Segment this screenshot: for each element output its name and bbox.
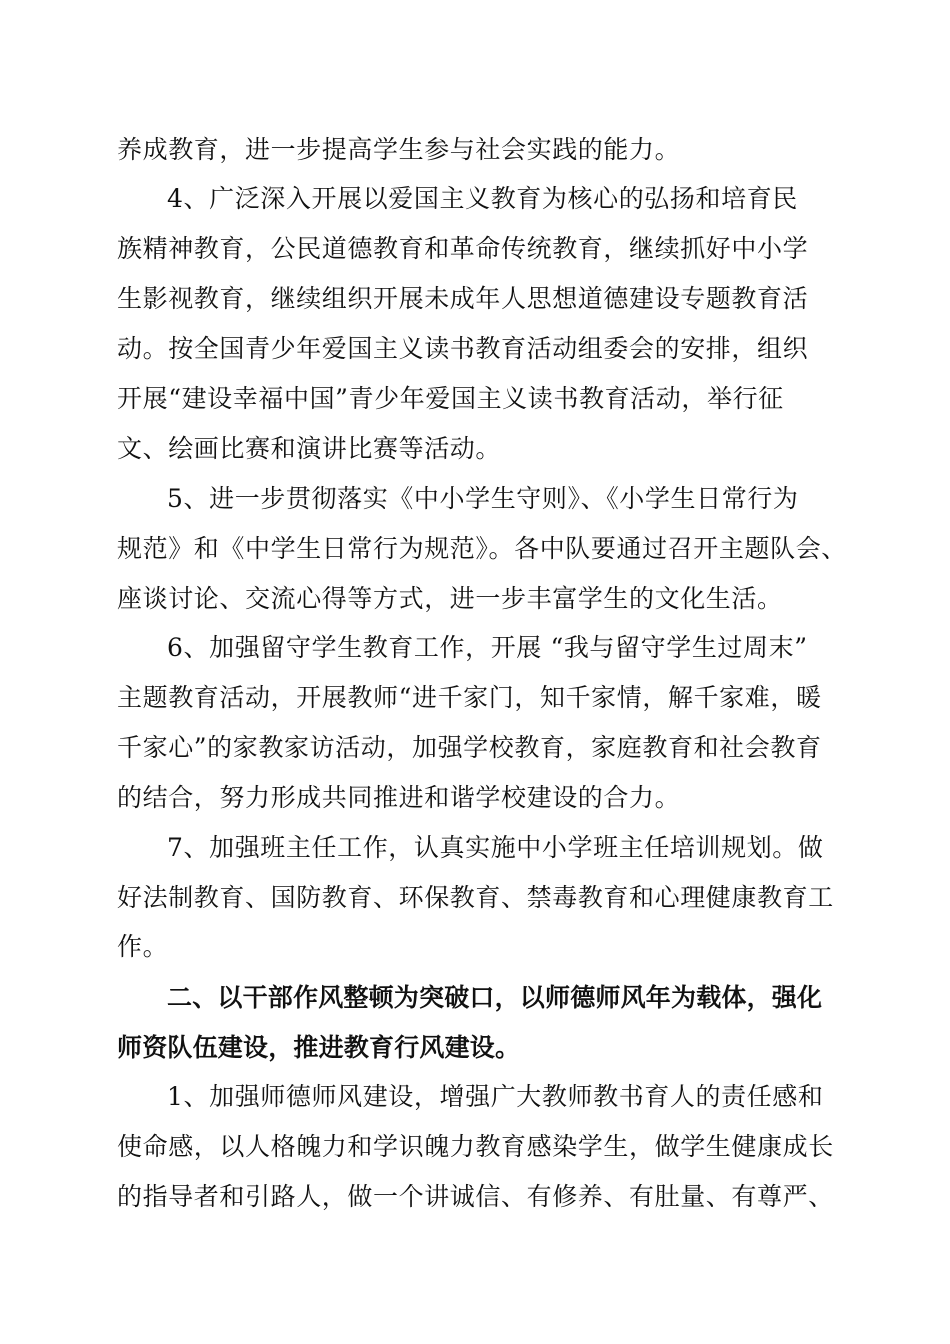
paragraph-1-heading-line: 1、加强师德师风建设，增强广大教师教书育人的责任感和 [167,1082,824,1111]
text-line: 规范》和《中学生日常行为规范》。各中队要通过召开主题队会、 [117,534,847,563]
section-heading-line: 师资队伍建设，推进教育行风建设。 [117,1033,521,1062]
text-line: 族精神教育，公民道德教育和革命传统教育，继续抓好中小学 [117,234,809,263]
text-line: 动。按全国青少年爱国主义读书教育活动组委会的安排，组织 [117,334,809,363]
text-line: 主题教育活动，开展教师“进千家门，知千家情，解千家难，暖 [117,683,822,712]
section-heading-line: 二、以干部作风整顿为突破口，以师德师风年为载体，强化 [167,983,823,1012]
text-line: 生影视教育，继续组织开展未成年人思想道德建设专题教育活 [117,284,809,313]
text-line: 养成教育，进一步提高学生参与社会实践的能力。 [117,135,681,164]
text-line: 的结合，努力形成共同推进和谐学校建设的合力。 [117,783,681,812]
paragraph-4-heading-line: 4、广泛深入开展以爱国主义教育为核心的弘扬和培育民 [167,184,798,213]
text-line: 使命感，以人格魄力和学识魄力教育感染学生，做学生健康成长 [117,1132,834,1161]
paragraph-6-heading-line: 6、加强留守学生教育工作，开展 “我与留守学生过周末” [167,633,808,662]
text-line: 开展“建设幸福中国”青少年爱国主义读书教育活动，举行征 [117,384,784,413]
text-line: 千家心”的家教家访活动，加强学校教育，家庭教育和社会教育 [117,733,822,762]
paragraph-7-heading-line: 7、加强班主任工作，认真实施中小学班主任培训规划。做 [167,833,824,862]
text-line: 好法制教育、国防教育、环保教育、禁毒教育和心理健康教育工 [117,883,834,912]
text-line: 的指导者和引路人，做一个讲诚信、有修养、有肚量、有尊严、 [117,1182,834,1211]
text-line: 作。 [117,932,169,961]
text-line: 文、绘画比赛和演讲比赛等活动。 [117,434,502,463]
paragraph-5-heading-line: 5、进一步贯彻落实《中小学生守则》、《小学生日常行为 [167,484,799,513]
text-line: 座谈讨论、交流心得等方式，进一步丰富学生的文化生活。 [117,584,783,613]
